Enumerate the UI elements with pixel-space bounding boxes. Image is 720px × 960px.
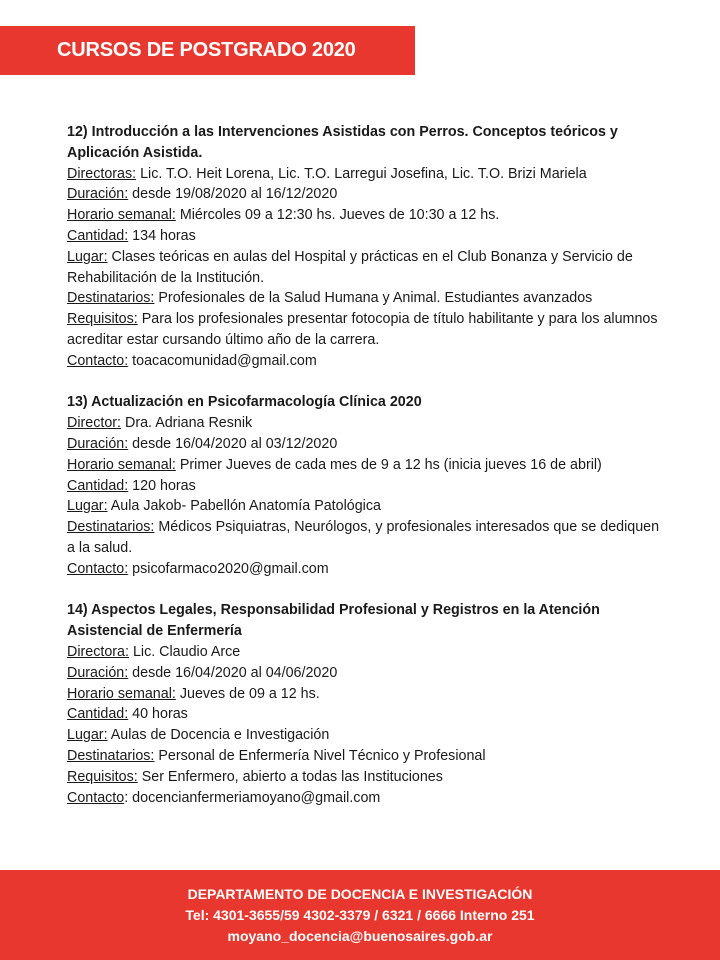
field-directors [67,164,667,185]
course-title: 13) Actualización en Psicofarmacología Clínica 2020 [67,394,422,411]
field-value: Ser Enfermero, abierto a todas las Instituciones [137,768,443,785]
field-value: Médicos Psiquiatras, Neurólogos, y profesionales interesados que se dediquen a la salud. [67,519,660,556]
field-value: desde 19/08/2020 al 16/12/2020 [128,186,338,203]
field-value: Lic. Claudio Arce [128,643,241,660]
field-value: Para los profesionales presentar fotocopia de título habilitante y para los alumnos acreditar estar cursando último año de la carrera. [67,311,658,348]
field-value: Clases teóricas en aulas del Hospital y prácticas en el Club Bonanza y Servicio de Rehabilitación de la Institución. [67,248,633,286]
field-label: Duración: [67,664,129,681]
field-label: Requisitos: [67,768,138,785]
field-value: Dra. Adriana Resnik [121,415,253,432]
field-label: Directora: [67,643,129,660]
course-list [67,122,667,829]
field-label: Requisitos: [67,311,138,328]
field-label: Lugar: [67,727,108,744]
field-duration [67,663,667,684]
field-value: 40 horas [128,706,188,723]
field-location [67,247,667,289]
field-label: Horario semanal: [67,456,176,473]
footer-email[interactable]: moyano_docencia@buenosaires.gob.ar [227,928,493,944]
field-value: desde 16/04/2020 al 03/12/2020 [128,435,338,452]
field-value: Primer Jueves de cada mes de 9 a 12 hs (inicia jueves 16 de abril) [175,456,602,473]
field-schedule [67,205,667,226]
field-duration [67,184,667,205]
field-audience [67,517,667,559]
header-banner [0,26,415,75]
field-audience [67,288,667,309]
field-label: Destinatarios: [67,290,155,307]
field-label: Duración: [67,435,129,452]
field-value: Personal de Enfermería Nivel Técnico y Profesional [154,747,486,764]
field-label: Horario semanal: [67,685,176,702]
field-contact [67,351,667,372]
field-location [67,725,667,746]
contact-email[interactable]: : docencianfermeriamoyano@gmail.com [124,789,381,806]
field-label: Cantidad: [67,706,129,723]
field-label: Lugar: [67,498,108,515]
footer-phone: Tel: 4301-3655/59 4302-3379 / 6321 / 6666 Interno 251 [185,907,535,923]
field-schedule [67,455,667,476]
page-title: CURSOS DE POSTGRADO 2020 [57,39,356,61]
field-hours [67,704,667,725]
field-contact [67,559,667,580]
field-director [67,413,667,434]
field-hours [67,226,667,247]
field-location [67,496,667,517]
footer-department: DEPARTAMENTO DE DOCENCIA E INVESTIGACIÓN [187,886,533,902]
course-13 [67,392,667,579]
course-title: 12) Introducción a las Intervenciones Asistidas con Perros. Conceptos teóricos y Aplicación Asistida. [67,124,618,161]
field-value: Miércoles 09 a 12:30 hs. Jueves de 10:30 a 12 hs. [175,207,500,224]
field-requirements [67,767,667,788]
field-value: Profesionales de la Salud Humana y Animal. Estudiantes avanzados [154,290,593,307]
field-schedule [67,684,667,705]
field-audience [67,746,667,767]
field-duration [67,434,667,455]
field-value: Aula Jakob- Pabellón Anatomía Patológica [107,498,381,515]
field-label: Cantidad: [67,477,129,494]
field-value: Jueves de 09 a 12 hs. [175,685,320,702]
field-contact [67,788,667,809]
course-12 [67,122,667,372]
field-hours [67,476,667,497]
course-title: 14) Aspectos Legales, Responsabilidad Profesional y Registros en la Atención Asistencial de Enfermería [67,602,600,640]
field-label: Destinatarios: [67,519,155,536]
field-label: Destinatarios: [67,747,155,764]
contact-email[interactable]: psicofarmaco2020@gmail.com [128,560,329,577]
field-label: Contacto [67,789,125,806]
field-label: Contacto: [67,352,129,369]
field-value: 134 horas [128,227,196,244]
field-value: desde 16/04/2020 al 04/06/2020 [128,664,338,681]
course-14 [67,600,667,808]
field-label: Cantidad: [67,227,129,244]
field-label: Horario semanal: [67,207,176,224]
field-label: Contacto: [67,560,129,577]
contact-email[interactable]: toacacomunidad@gmail.com [128,352,317,369]
field-requirements [67,309,667,351]
field-value: 120 horas [128,477,196,494]
field-label: Directoras: [67,165,137,182]
field-value: Aulas de Docencia e Investigación [107,727,330,744]
field-director [67,642,667,663]
field-value: Lic. T.O. Heit Lorena, Lic. T.O. Larregui Josefina, Lic. T.O. Brizi Mariela [136,165,587,182]
field-label: Duración: [67,186,129,203]
footer [0,870,720,960]
field-label: Lugar: [67,248,108,265]
field-label: Director: [67,415,122,432]
